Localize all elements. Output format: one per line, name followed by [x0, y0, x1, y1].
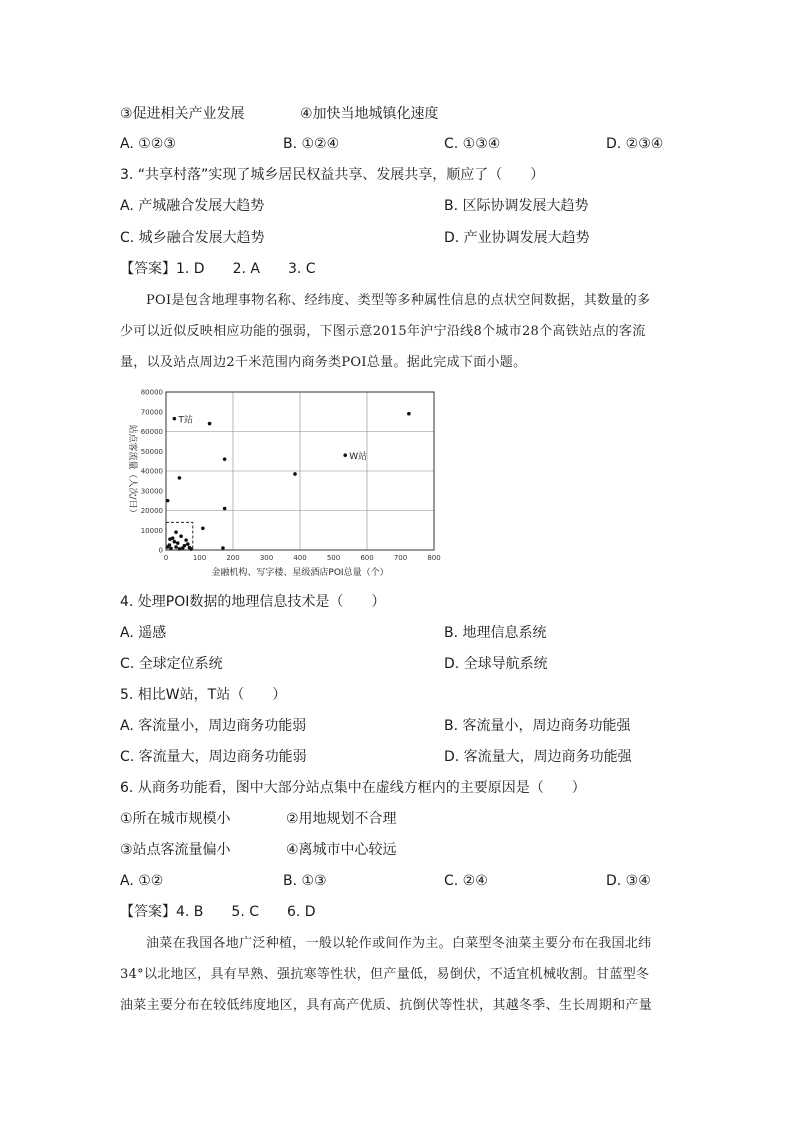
- q3-option-d: D. 产业协调发展大趋势: [444, 230, 590, 246]
- data-point: [186, 542, 190, 546]
- point-label: W站: [349, 452, 368, 463]
- data-points: [166, 412, 411, 551]
- intro-line: POI是包含地理事物名称、经纬度、类型等多种属性信息的点状空间数据，其数量的多: [146, 293, 651, 308]
- y-tick-labels: [141, 389, 163, 555]
- y-tick-label: 60000: [140, 428, 163, 436]
- y-tick-label: 70000: [140, 408, 163, 417]
- rapeseed-paragraph: [120, 928, 676, 1021]
- outro-line: 34°以北地区，具有早熟、强抗寒等性状，但产量低，易倒伏，不适宜机械收割。甘蓝型冬: [120, 967, 650, 982]
- q6-option-d: D. ③④: [606, 873, 651, 889]
- x-tick-label: 600: [360, 554, 374, 562]
- y-tick-label: 50000: [140, 447, 163, 456]
- data-point: [201, 526, 205, 530]
- chart-grid: [166, 392, 434, 550]
- data-point: [223, 457, 227, 461]
- answer-block-1: 【答案】1. D 2. A 3. C: [120, 261, 316, 277]
- data-point: [293, 472, 297, 476]
- data-point: [173, 540, 177, 544]
- outro-line: 油菜在我国各地广泛种植，一般以轮作或间作为主。白菜型冬油菜主要分布在我国北纬: [146, 936, 652, 951]
- data-point: [178, 476, 182, 480]
- q4-option-a: A. 遥感: [120, 625, 167, 641]
- x-tick-label: 200: [226, 554, 240, 562]
- poi-passenger-scatter-chart: [118, 386, 450, 584]
- q2-option-a: A. ①②③: [120, 136, 176, 152]
- x-tick-label: 500: [326, 554, 341, 562]
- y-axis-label: 站点客流量（人次/日）: [127, 424, 137, 518]
- poi-intro-paragraph: [120, 285, 676, 378]
- point-label: T站: [178, 415, 193, 426]
- x-tick-labels: [164, 554, 441, 562]
- q4-option-c: C. 全球定位系统: [120, 656, 223, 672]
- outro-line: 油菜主要分布在较低纬度地区，具有高产优质、抗倒伏等性状，其越冬季、生长周期和产量: [120, 998, 653, 1013]
- data-point: [173, 417, 177, 421]
- q2-item-4: ④加快当地城镇化速度: [300, 106, 439, 122]
- x-tick-label: 300: [259, 554, 274, 562]
- data-point: [178, 547, 182, 551]
- data-point: [166, 499, 170, 503]
- q6-option-c: C. ②④: [444, 873, 488, 889]
- scatter-plot-svg: [118, 386, 450, 584]
- data-point: [184, 538, 188, 542]
- q5-option-d: D. 客流量大，周边商务功能强: [444, 749, 632, 765]
- data-point: [174, 530, 178, 534]
- q5-stem: 5. 相比W站，T站（ ）: [120, 687, 287, 703]
- answer-block-2: 【答案】4. B 5. C 6. D: [120, 904, 316, 920]
- q6-item-4: ④离城市中心较远: [286, 842, 397, 858]
- q4-option-d: D. 全球导航系统: [444, 656, 548, 672]
- q6-option-a: A. ①②: [120, 873, 164, 889]
- q6-option-b: B. ①③: [283, 873, 327, 889]
- x-tick-label: 100: [192, 554, 207, 562]
- q4-option-b: B. 地理信息系统: [444, 625, 547, 641]
- q3-option-c: C. 城乡融合发展大趋势: [120, 230, 265, 246]
- y-tick-label: 20000: [140, 507, 163, 515]
- x-tick-label: 800: [427, 554, 441, 562]
- q2-item-3: ③促进相关产业发展: [120, 106, 245, 122]
- q5-option-a: A. 客流量小，周边商务功能弱: [120, 718, 307, 734]
- q2-option-b: B. ①②④: [283, 136, 340, 152]
- data-point: [176, 541, 180, 545]
- data-point: [343, 453, 347, 457]
- x-tick-label: 0: [163, 554, 169, 562]
- point-labels: [177, 414, 367, 463]
- data-point: [223, 507, 227, 511]
- y-tick-label: 40000: [140, 467, 163, 476]
- q5-option-b: B. 客流量小，周边商务功能强: [444, 718, 631, 734]
- q4-stem: 4. 处理POI数据的地理信息技术是（ ）: [120, 594, 386, 610]
- data-point: [166, 545, 170, 549]
- q3-stem: 3. “共享村落”实现了城乡居民权益共享、发展共享，顺应了（ ）: [120, 167, 545, 183]
- data-point: [183, 544, 187, 548]
- data-point: [407, 412, 411, 416]
- x-tick-label: 400: [293, 554, 307, 562]
- q6-stem: 6. 从商务功能看，图中大部分站点集中在虚线方框内的主要原因是（ ）: [120, 780, 586, 796]
- q2-option-c: C. ①③④: [444, 136, 501, 152]
- data-point: [189, 547, 193, 551]
- y-tick-label: 10000: [140, 526, 163, 535]
- q6-item-2: ②用地规划不合理: [286, 811, 397, 827]
- q2-option-d: D. ②③④: [606, 136, 664, 152]
- intro-line: 量，以及站点周边2千米范围内商务类POI总量。据此完成下面小题。: [120, 355, 527, 370]
- data-point: [169, 547, 173, 551]
- y-tick-label: 80000: [140, 388, 163, 397]
- intro-line: 少可以近似反映相应功能的强弱，下图示意2015年沪宁沿线8个城市28个高铁站点的客流: [120, 324, 646, 339]
- q6-item-1: ①所在城市规模小: [120, 811, 231, 827]
- q5-option-c: C. 客流量大，周边商务功能弱: [120, 749, 307, 765]
- y-tick-label: 0: [158, 546, 163, 555]
- data-point: [179, 534, 183, 538]
- data-point: [221, 546, 225, 550]
- y-tick-label: 30000: [140, 487, 163, 496]
- q3-option-b: B. 区际协调发展大趋势: [444, 198, 589, 214]
- x-axis-label: 金融机构、写字楼、星级酒店POI总量（个）: [211, 568, 389, 578]
- q6-item-3: ③站点客流量偏小: [120, 842, 231, 858]
- data-point: [168, 537, 172, 541]
- data-point: [208, 422, 212, 426]
- q3-option-a: A. 产城融合发展大趋势: [120, 198, 265, 214]
- data-point: [174, 545, 178, 549]
- x-tick-label: 700: [393, 554, 408, 562]
